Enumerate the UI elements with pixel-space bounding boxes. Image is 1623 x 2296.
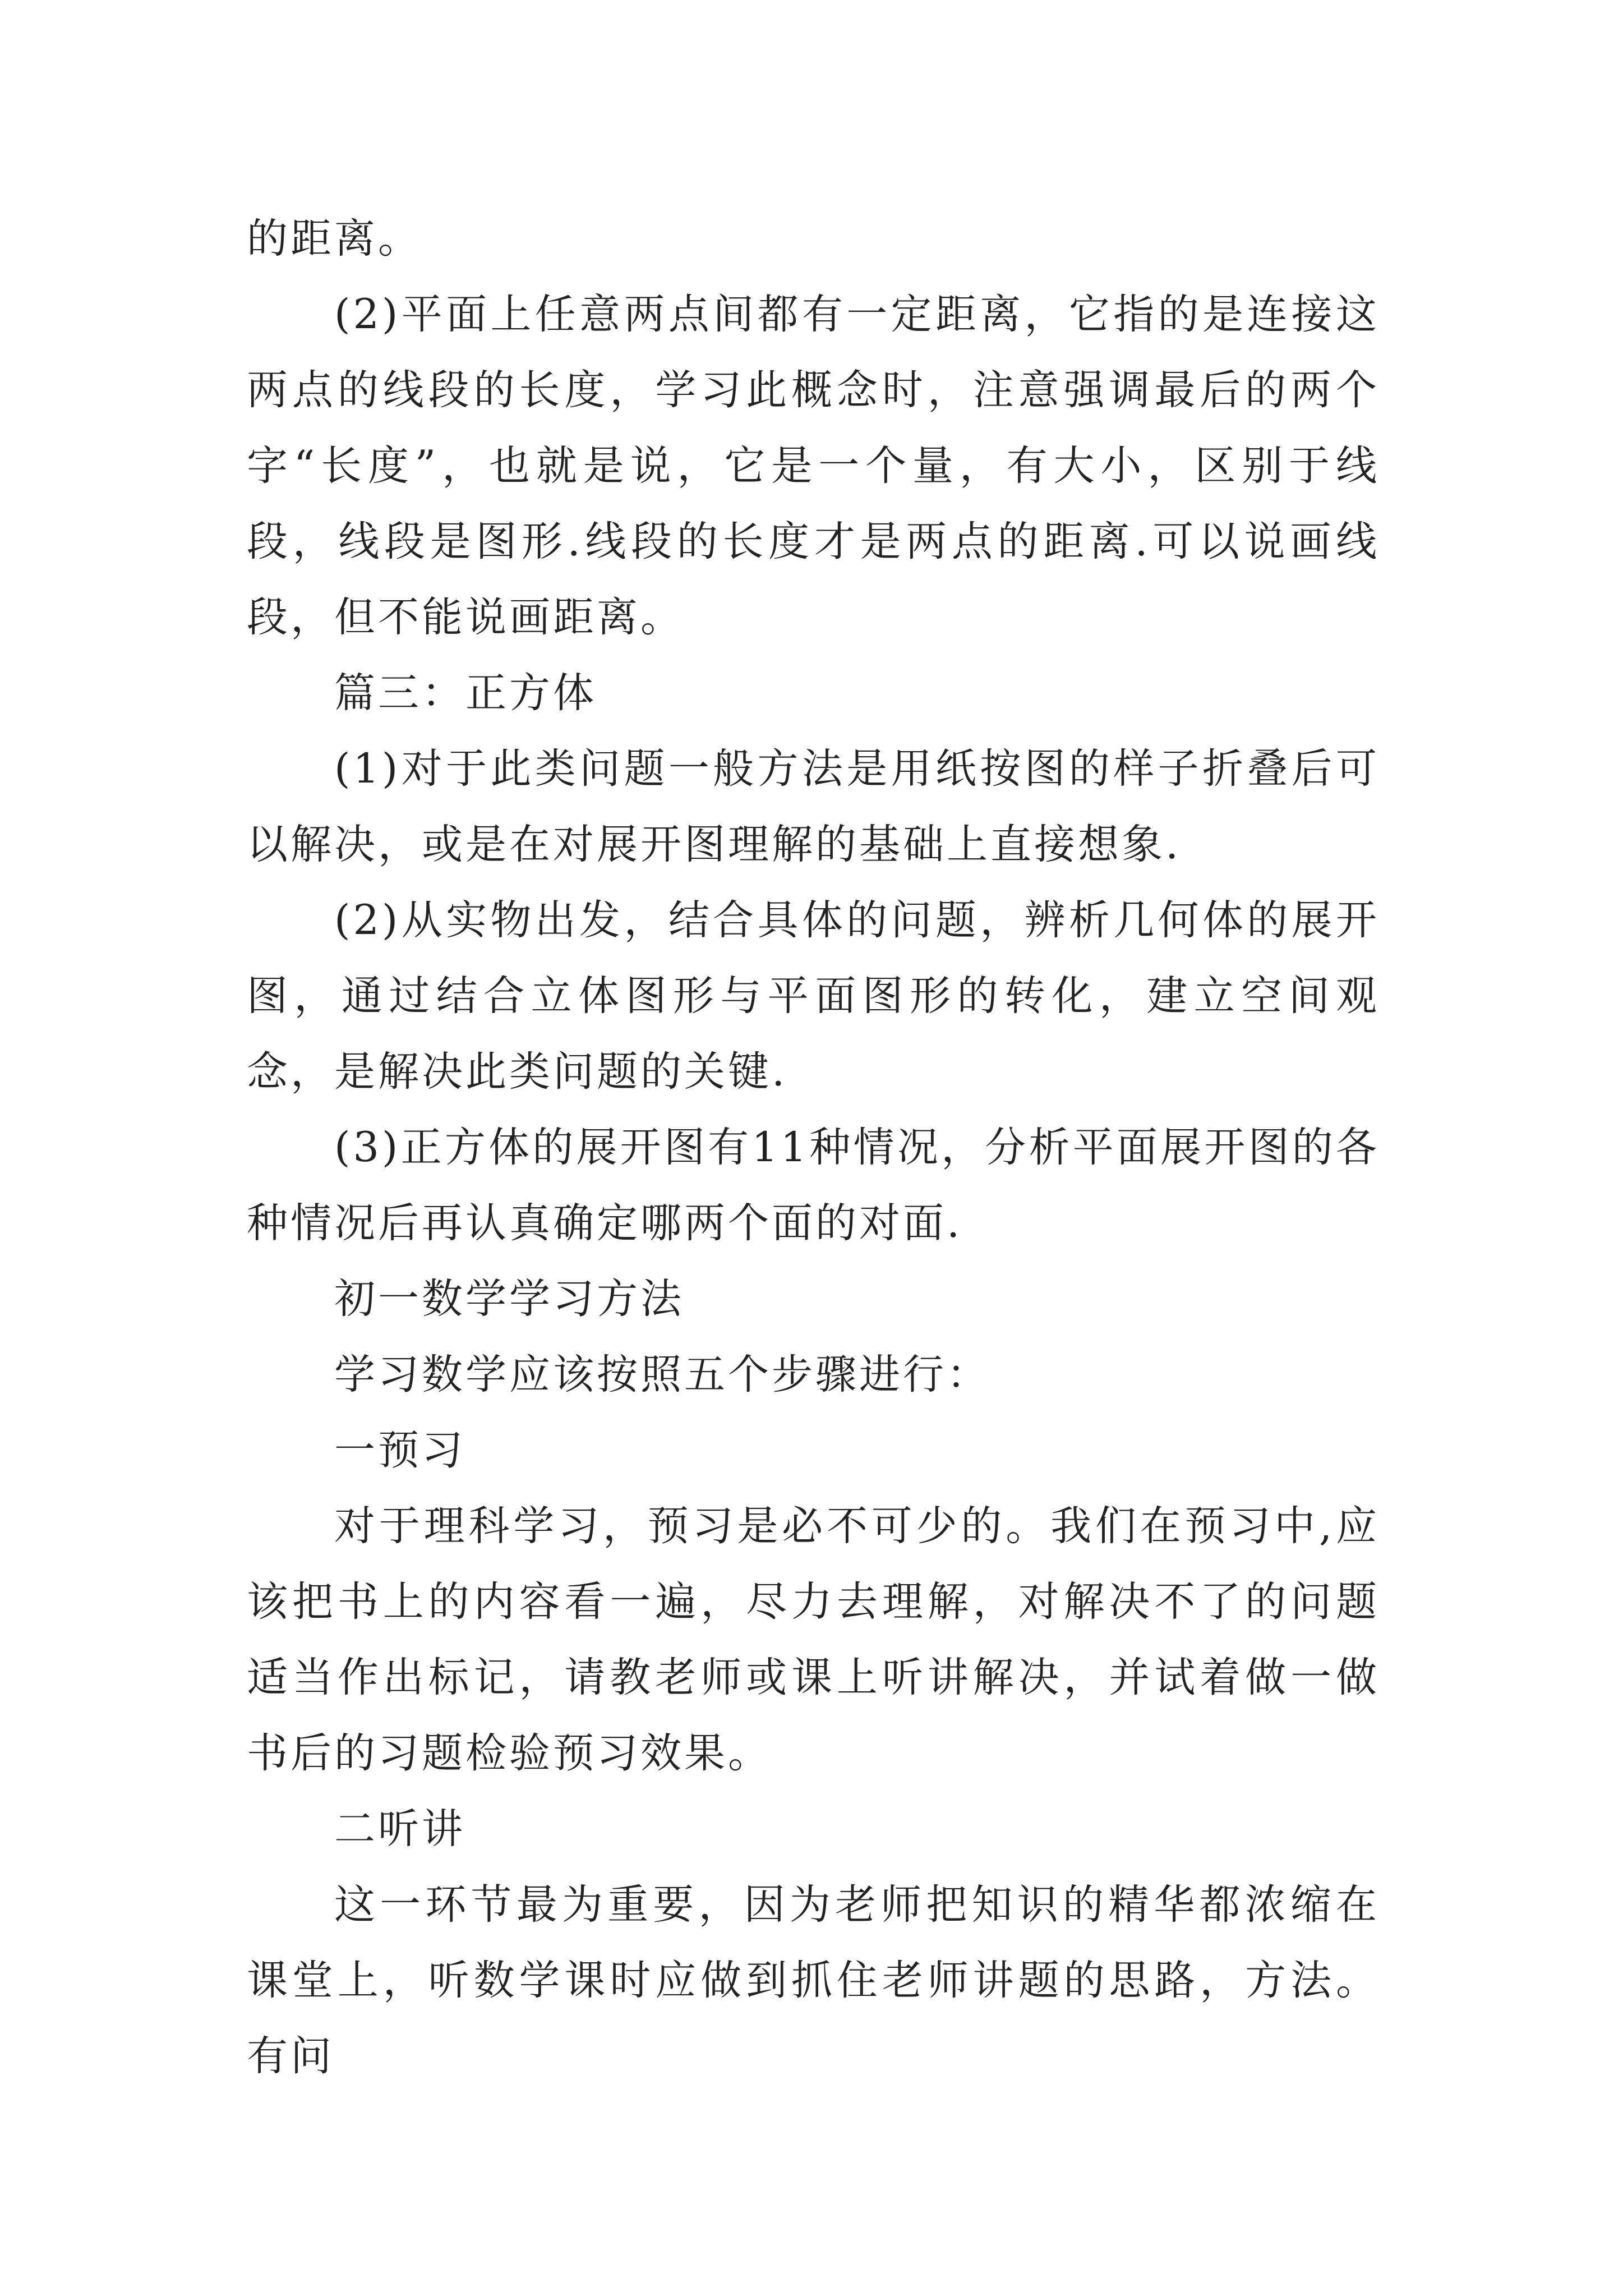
paragraph: (1)对于此类问题一般方法是用纸按图的样子折叠后可以解决，或是在对展开图理解的基础上直接想象. [247,745,1380,868]
paragraph: 的距离。 [247,215,422,263]
paragraph: 学习数学应该按照五个步骤进行： [334,1351,990,1398]
step-heading: 一预习 [334,1427,465,1474]
paragraph: (2)从实物出发，结合具体的问题，辨析几何体的展开图，通过结合立体图形与平面图形的转化，建立空间观念，是解决此类问题的关键. [247,896,1380,1096]
document-body [247,201,1380,2094]
step-heading: 二听讲 [334,1805,465,1853]
paragraph: (3)正方体的展开图有11种情况，分析平面展开图的各种情况后再认真确定哪两个面的对面. [247,1124,1380,1247]
section-heading: 初一数学学习方法 [334,1275,684,1323]
paragraph: 对于理科学习，预习是必不可少的。我们在预习中,应该把书上的内容看一遍，尽力去理解，对解决不了的问题适当作出标记，请教老师或课上听讲解决，并试着做一做书后的习题检验预习效果。 [247,1502,1380,1777]
paragraph: 这一环节最为重要，因为老师把知识的精华都浓缩在课堂上，听数学课时应做到抓住老师讲题的思路，方法。有问 [247,1881,1380,2080]
paragraph: (2)平面上任意两点间都有一定距离，它指的是连接这两点的线段的长度，学习此概念时，注意强调最后的两个字“长度”，也就是说，它是一个量，有大小，区别于线段，线段是图形.线段的长度才是两点的距离.可以说画线段，但不能说画距离。 [247,291,1380,641]
section-heading: 篇三：正方体 [334,669,597,717]
